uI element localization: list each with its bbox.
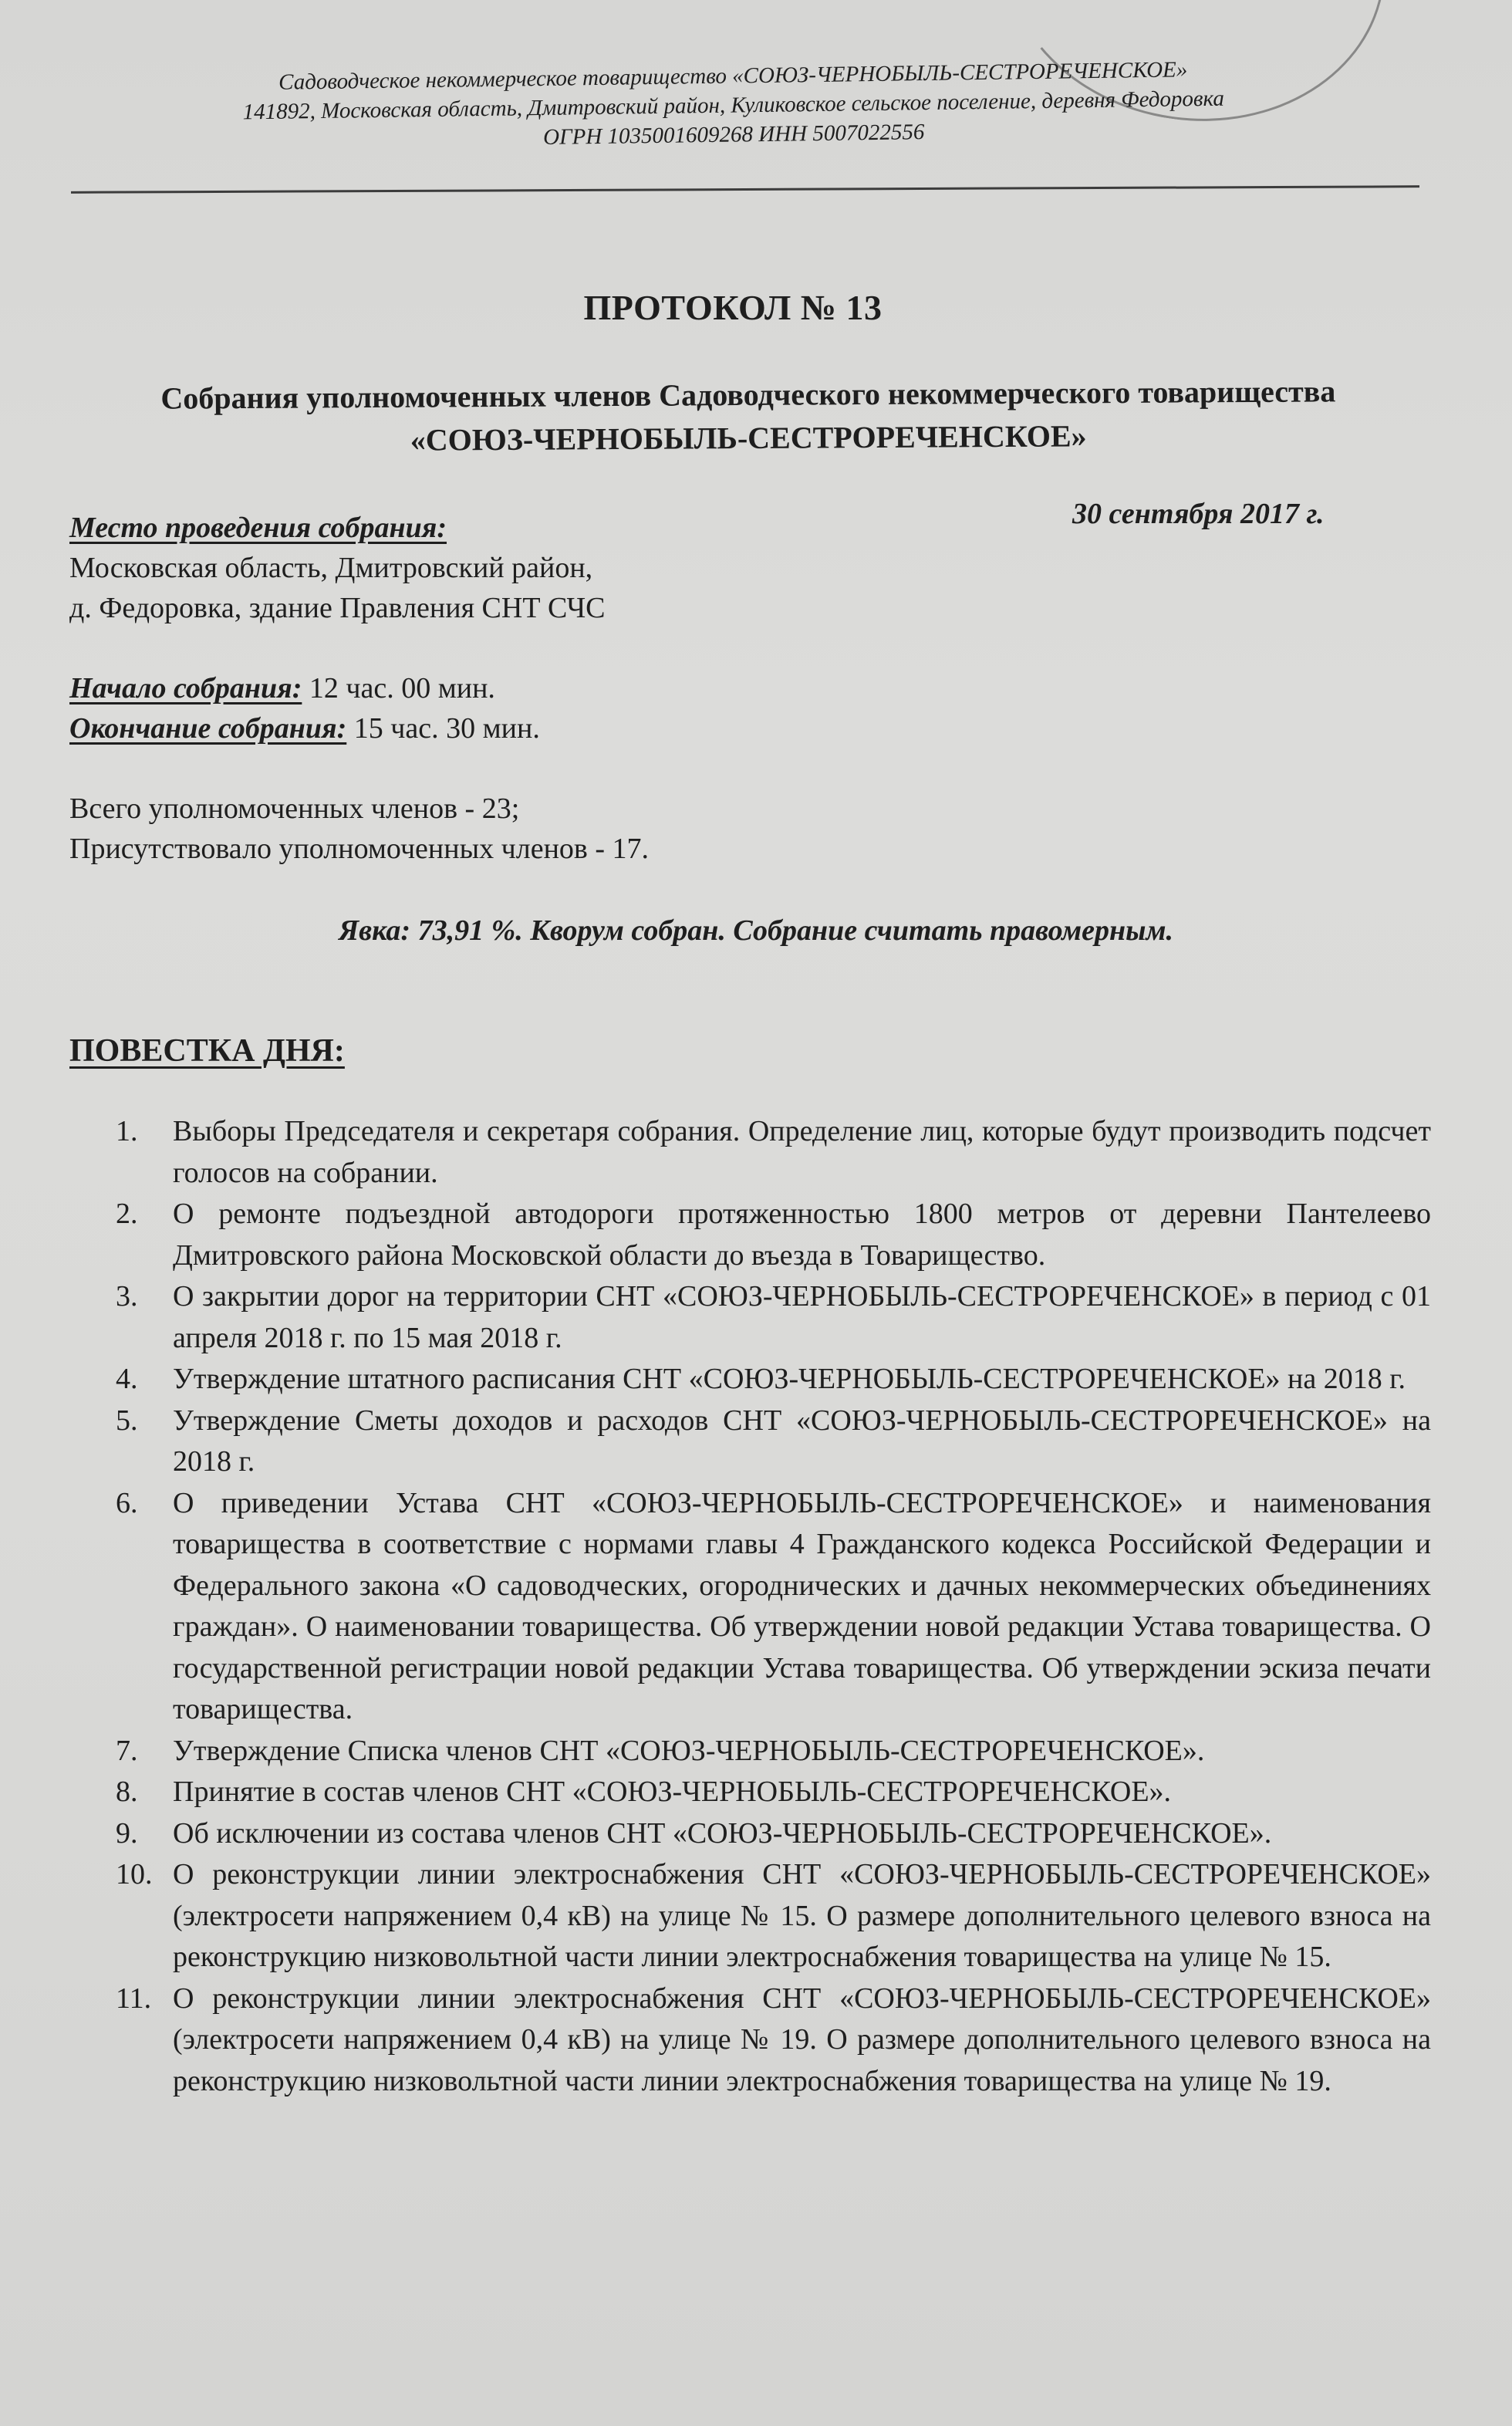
end-value: 15 час. 30 мин. <box>346 712 540 745</box>
end-label: Окончание собрания: <box>69 712 347 745</box>
agenda-item-text: О реконструкции линии электроснабжения СНТ «СОЮЗ-ЧЕРНОБЫЛЬ-СЕСТРОРЕЧЕНСКОЕ» (электросети напряжением 0,4 кВ) на улице № 19. О размере дополнительного целевого взноса на реконструкцию низковольтной части линии электроснабжения товарищества на улице № 19. <box>173 1982 1431 2097</box>
agenda-item <box>116 1813 1431 1855</box>
quorum-statement: Явка: 73,91 %. Кворум собран. Собрание считать правомерным. <box>338 914 1174 947</box>
document-date: 30 сентября 2017 г. <box>1072 498 1325 530</box>
letterhead <box>154 53 1312 157</box>
letterhead-divider <box>71 185 1419 194</box>
agenda-item-number: 7. <box>116 1734 138 1767</box>
agenda-list <box>116 1111 1431 2102</box>
agenda-item <box>116 1276 1431 1359</box>
agenda-item-text: Утверждение штатного расписания СНТ «СОЮЗ-ЧЕРНОБЫЛЬ-СЕСТРОРЕЧЕНСКОЕ» на 2018 г. <box>173 1363 1406 1395</box>
place-label: Место проведения собрания: <box>69 512 447 544</box>
agenda-item-number: 10. <box>116 1858 153 1890</box>
start-value: 12 час. 00 мин. <box>302 672 495 704</box>
document-title: ПРОТОКОЛ № 13 <box>583 288 883 327</box>
agenda-item-text: О ремонте подъездной автодороги протяженностью 1800 метров от деревни Пантелеево Дмитровского района Московской области до въезда в Товарищество. <box>173 1198 1431 1272</box>
agenda-item <box>116 1483 1431 1731</box>
agenda-item <box>116 1359 1431 1401</box>
agenda-item-number: 8. <box>116 1776 138 1808</box>
agenda-item-text: Утверждение Списка членов СНТ «СОЮЗ-ЧЕРНОБЫЛЬ-СЕСТРОРЕЧЕНСКОЕ». <box>173 1734 1205 1767</box>
agenda-item-number: 9. <box>116 1816 138 1850</box>
letterhead-registration: ОГРН 1035001609268 ИНН 5007022556 <box>542 120 925 150</box>
meeting-start <box>69 668 1419 708</box>
meeting-end <box>69 708 1419 748</box>
agenda-item <box>116 1772 1431 1813</box>
present-members: Присутствовало уполномоченных членов - 17. <box>69 833 650 865</box>
agenda-item-text: Об исключении из состава членов СНТ «СОЮЗ-ЧЕРНОБЫЛЬ-СЕСТРОРЕЧЕНСКОЕ». <box>173 1816 1272 1850</box>
agenda-item-text: Утверждение Сметы доходов и расходов СНТ «СОЮЗ-ЧЕРНОБЫЛЬ-СЕСТРОРЕЧЕНСКОЕ» на 2018 г. <box>173 1404 1431 1478</box>
agenda-item <box>116 1731 1431 1772</box>
agenda-item-text: О приведении Устава СНТ «СОЮЗ-ЧЕРНОБЫЛЬ-СЕСТРОРЕЧЕНСКОЕ» и наименования товарищества в соответствие с нормами главы 4 Гражданского кодекса Российской Федерации и Федерального закона «О садоводческих, огороднических и дачных некоммерческих объединениях граждан». О наименовании товарищества. Об утверждении новой редакции Устава товарищества. О государственной регистрации новой редакции Устава товарищества. Об утверждении эскиза печати товарищества. <box>173 1486 1431 1725</box>
agenda-heading: ПОВЕСТКА ДНЯ: <box>69 1033 345 1069</box>
subtitle-line-1: Собрания уполномоченных членов Садоводческого некоммерческого товарищества <box>160 373 1336 416</box>
agenda-item <box>116 1111 1431 1194</box>
agenda-item-text: Выборы Председателя и секретаря собрания. Определение лиц, которые будут производить подсчет голосов на собрании. <box>173 1115 1431 1189</box>
agenda-item <box>116 1194 1431 1276</box>
agenda-item <box>116 1978 1431 2103</box>
agenda-item-number: 5. <box>116 1404 138 1437</box>
place-line-2: д. Федоровка, здание Правления СНТ СЧС <box>69 592 606 624</box>
letterhead-address: 141892, Московская область, Дмитровский район, Куликовское сельское поселение, деревня Федоровка <box>242 86 1225 125</box>
agenda-item-text: О закрытии дорог на территории СНТ «СОЮЗ-ЧЕРНОБЫЛЬ-СЕСТРОРЕЧЕНСКОЕ» в период с 01 апреля 2018 г. по 15 мая 2018 г. <box>173 1280 1431 1354</box>
agenda-item <box>116 1401 1431 1483</box>
agenda-item-number: 1. <box>116 1115 138 1147</box>
total-members: Всего уполномоченных членов - 23; <box>69 792 520 825</box>
agenda-item-number: 6. <box>116 1486 138 1519</box>
document-subtitle <box>77 370 1420 465</box>
meeting-details <box>69 508 1419 869</box>
place-line-1: Московская область, Дмитровский район, <box>69 552 593 584</box>
agenda-item-number: 2. <box>116 1198 138 1230</box>
agenda-item-text: О реконструкции линии электроснабжения СНТ «СОЮЗ-ЧЕРНОБЫЛЬ-СЕСТРОРЕЧЕНСКОЕ» (электросети напряжением 0,4 кВ) на улице № 15. О размере дополнительного целевого взноса на реконструкцию низковольтной части линии электроснабжения товарищества на улице № 15. <box>173 1858 1431 1973</box>
agenda-item-number: 3. <box>116 1280 138 1313</box>
agenda-item-text: Принятие в состав членов СНТ «СОЮЗ-ЧЕРНОБЫЛЬ-СЕСТРОРЕЧЕНСКОЕ». <box>173 1776 1172 1808</box>
agenda-item-number: 11. <box>116 1982 152 2015</box>
agenda-item-number: 4. <box>116 1363 138 1395</box>
letterhead-organization: Садоводческое некоммерческое товарищество «СОЮЗ-ЧЕРНОБЫЛЬ-СЕСТРОРЕЧЕНСКОЕ» <box>278 57 1188 95</box>
start-label: Начало собрания: <box>69 672 302 704</box>
subtitle-line-2: «СОЮЗ-ЧЕРНОБЫЛЬ-СЕСТРОРЕЧЕНСКОЕ» <box>410 418 1087 458</box>
agenda-item <box>116 1854 1431 1978</box>
